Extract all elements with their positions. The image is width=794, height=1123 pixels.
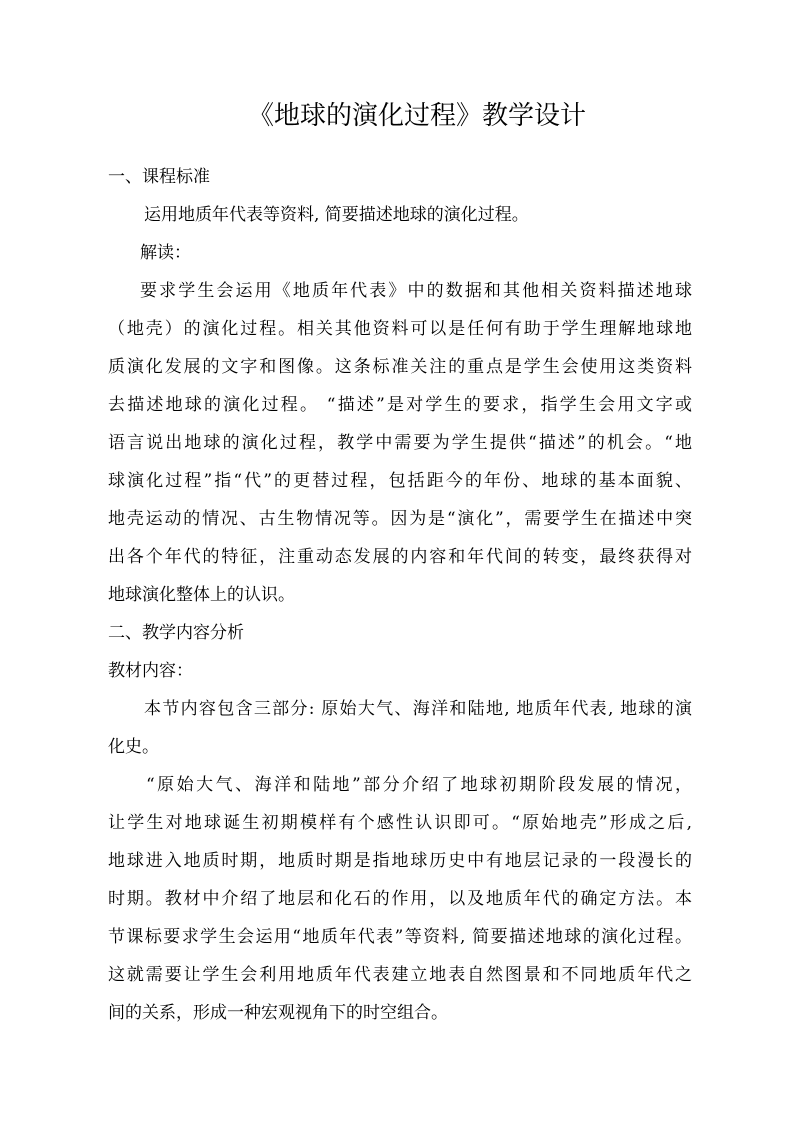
analysis-paragraph-line: 地球进入地质时期，地质时期是指地球历史中有地层记录的一段漫长的 — [108, 851, 692, 871]
analysis-paragraph-line: 这就需要让学生会利用地质年代表建立地表自然图景和不同地质年代之 — [108, 965, 692, 985]
interpretation-line: 球演化过程”指“代”的更替过程，包括距今的年份、地球的基本面貌、 — [108, 471, 692, 491]
section-1 — [108, 158, 692, 1032]
curriculum-standard-text: 运用地质年代表等资料, 简要描述地球的演化过程。 — [144, 205, 529, 225]
content-paragraph-line: 化史。 — [108, 737, 159, 757]
interpretation-line: 出各个年代的特征，注重动态发展的内容和年代间的转变，最终获得对 — [108, 547, 692, 567]
section-2-heading: 二、教学内容分析 — [108, 623, 244, 643]
interpretation-line: 要求学生会运用《地质年代表》中的数据和其他相关资料描述地球 — [140, 281, 692, 301]
interpretation-line: 质演化发展的文字和图像。这条标准关注的重点是学生会使用这类资料 — [108, 357, 692, 377]
interpretation-line: （地壳）的演化过程。相关其他资料可以是任何有助于学生理解地球地 — [108, 319, 692, 339]
analysis-paragraph-line: 时期。教材中介绍了地层和化石的作用，以及地质年代的确定方法。本 — [108, 889, 692, 909]
analysis-paragraph-line: 让学生对地球诞生初期模样有个感性认识即可。“原始地壳”形成之后, — [108, 813, 692, 833]
document-title: 《地球的演化过程》教学设计 — [247, 101, 586, 131]
material-label: 教材内容： — [108, 661, 193, 681]
analysis-paragraph-line: 节课标要求学生会运用“地质年代表”等资料, 简要描述地球的演化过程。 — [108, 927, 692, 947]
analysis-paragraph-line: 间的关系，形成一种宏观视角下的时空组合。 — [108, 1003, 448, 1023]
analysis-paragraph-line: “原始大气、海洋和陆地”部分介绍了地球初期阶段发展的情况， — [146, 775, 692, 795]
interpretation-label: 解读： — [140, 243, 191, 263]
section-1-heading: 一、课程标准 — [108, 167, 210, 187]
content-paragraph-line: 本节内容包含三部分: 原始大气、海洋和陆地, 地质年代表, 地球的演 — [144, 699, 692, 719]
interpretation-line: 语言说出地球的演化过程，教学中需要为学生提供“描述”的机会。“地 — [108, 433, 692, 453]
interpretation-line: 地球演化整体上的认识。 — [108, 585, 295, 605]
interpretation-line: 去描述地球的演化过程。 “描述”是对学生的要求，指学生会用文字或 — [108, 395, 692, 415]
interpretation-line: 地壳运动的情况、古生物情况等。因为是“演化”，需要学生在描述中突 — [108, 509, 692, 529]
